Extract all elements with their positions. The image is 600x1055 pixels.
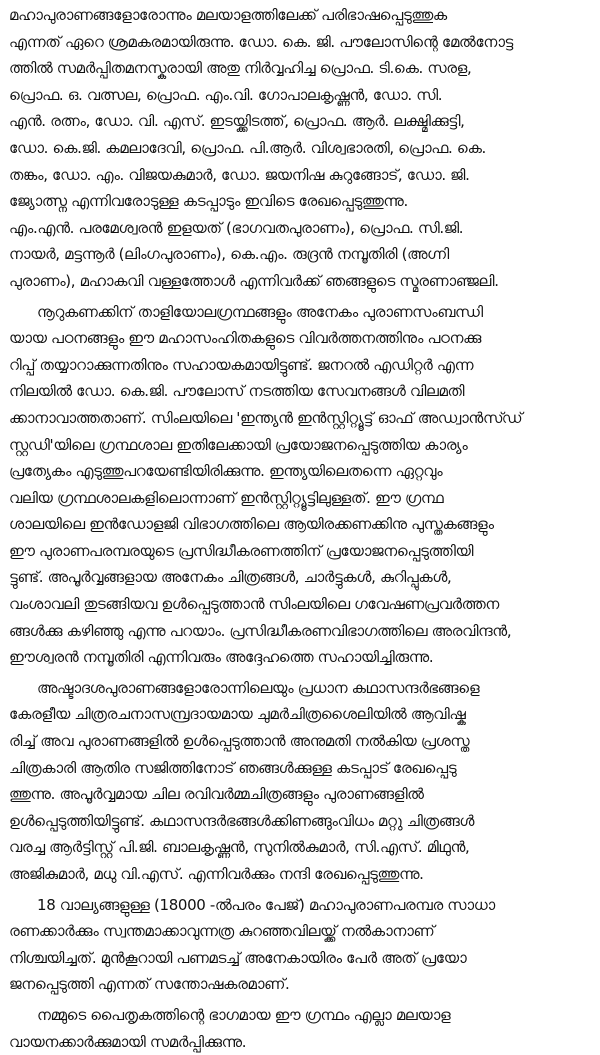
text-line: എൻ. രത്നം, ഡോ. വി. എസ്. ഇടയ്ക്കിടത്ത്, പ്രൊഫ. ആർ. ലക്ഷ്മിക്കുട്ടി,: [9, 112, 465, 131]
text-line: ചിത്രകാരി ആതിര സജിത്തിനോട് ഞങ്ങൾക്കുള്ള കടപ്പാട് രേഖപ്പെടു: [9, 758, 457, 777]
text-line: പ്രത്യേകം എടുത്തുപറയേണ്ടിയിരിക്കുന്നു. ഇന്ത്യയിലെതന്നെ ഏറ്റവും: [9, 462, 443, 481]
text-line: ക്കാനാവാത്തതാണ്. സിംലയിലെ 'ഇന്ത്യൻ ഇൻസ്റ്റിറ്റ്യൂട്ട് ഓഫ് അഡ്വാൻസ്ഡ്: [9, 408, 523, 427]
text-line: രണക്കാർക്കും സ്വന്തമാക്കാവുന്നത്ര കുറഞ്ഞവിലയ്ക്ക് നൽകാനാണ്: [9, 922, 435, 941]
text-line: അജികുമാർ, മധു വി.എസ്. എന്നിവർക്കും നന്ദി രേഖപ്പെടുത്തുന്നു.: [9, 865, 424, 883]
text-line: ത്തുന്നു. അപൂർവ്വമായ ചില രവിവർമ്മചിത്രങ്ങളും പുരാണങ്ങളിൽ: [9, 785, 424, 804]
paragraph-dedication: [9, 1002, 591, 1055]
text-line: ഈ പുരാണപരമ്പരയുടെ പ്രസിദ്ധീകരണത്തിന് പ്രയോജനപ്പെടുത്തിയി: [9, 541, 474, 560]
text-line: ത്തിൽ സമർപ്പിതമനസ്കരായി അതു നിർവ്വഹിച്ച പ്രൊഫ. ടി.കെ. സരള,: [9, 59, 472, 78]
text-line: യായ പഠനങ്ങളും ഈ മഹാസംഹിതകളുടെ വിവർത്തനത്തിനും പഠനക്കു: [9, 329, 482, 348]
text-line: റിപ്പ് തയ്യാറാക്കുന്നതിനും സഹായകമായിട്ടുണ്ട്. ജനറൽ എഡിറ്റർ എന്ന: [9, 355, 474, 374]
text-line: ഉൾപ്പെടുത്തിയിട്ടുണ്ട്. കഥാസന്ദർഭങ്ങൾക്കിണങ്ങുംവിധം മറ്റു ചിത്രങ്ങൾ: [9, 811, 475, 830]
paragraph-library: [9, 299, 591, 671]
text-line: പുരാണം), മഹാകവി വള്ളത്തോൾ എന്നിവർക്ക് ഞങ്ങളുടെ സ്മരണാഞ്ജലി.: [9, 271, 499, 290]
text-line: ഈശ്വരൻ നമ്പൂതിരി എന്നിവരും അദ്ദേഹത്തെ സഹായിച്ചിരുന്നു.: [9, 648, 434, 667]
text-line: സ്റ്റഡി'യിലെ ഗ്രന്ഥശാല ഇതിലേക്കായി പ്രയോജനപ്പെടുത്തിയ കാര്യം: [9, 435, 468, 454]
paragraph-illustrations: [9, 675, 591, 888]
text-line: നിലയിൽ ഡോ. കെ.ജി. പൗലോസ് നടത്തിയ സേവനങ്ങൾ വിലമതി: [9, 382, 465, 401]
text-line: 18 വാല്യങ്ങളുള്ള (18000 -ൽപരം പേജ്) മഹാപുരാണപരമ്പര സാധാ: [37, 895, 495, 914]
text-line: എം.എൻ. പരമേശ്വരൻ ഇളയത് (ഭാഗവതപുരാണം), പ്രൊഫ. സി.ജി.: [9, 218, 464, 237]
paragraph-volumes: [9, 892, 591, 998]
text-line: ജ്യോത്സ്ന എന്നിവരോടുള്ള കടപ്പാടും ഇവിടെ രേഖപ്പെടുത്തുന്നു.: [9, 192, 408, 211]
text-line: വായനക്കാർക്കുമായി സമർപ്പിക്കുന്നു.: [9, 1032, 247, 1051]
text-line: പ്രൊഫ. ഒ. വത്സല, പ്രൊഫ. എം.വി. ഗോപാലകൃഷ്ണൻ, ഡോ. സി.: [9, 85, 443, 104]
text-line: വരച്ച ആർട്ടിസ്റ്റ് പി.ജി. ബാലകൃഷ്ണൻ, സുനിൽകുമാർ, സി.എസ്. മിഥുൻ,: [9, 838, 470, 857]
text-line: എന്നത് ഏറെ ശ്രമകരമായിരുന്നു. ഡോ. കെ. ജി. പൗലോസിന്റെ മേൽനോട്ട: [9, 32, 514, 51]
text-line: വലിയ ഗ്രന്ഥശാലകളിലൊന്നാണ് ഇൻസ്റ്റിറ്റ്യൂട്ടിലുള്ളത്. ഈ ഗ്രന്ഥ: [9, 488, 444, 507]
text-line: വംശാവലി തുടങ്ങിയവ ഉൾപ്പെടുത്താൻ സിംലയിലെ ഗവേഷണപ്രവർത്തന: [9, 595, 499, 614]
text-line: അഷ്ടാദശപുരാണങ്ങളോരോന്നിലെയും പ്രധാന കഥാസന്ദർഭങ്ങളെ: [37, 678, 480, 697]
text-line: ശാലയിലെ ഇൻഡോളജി വിഭാഗത്തിലെ ആയിരക്കണക്കിനു പുസ്തകങ്ങളും: [9, 515, 494, 534]
text-line: നിശ്ചയിച്ചത്. മുൻകൂറായി പണമടച്ച് അനേകായിരം പേർ അത് പ്രയോ: [9, 948, 467, 967]
text-line: തങ്കം, ഡോ. എം. വിജയകുമാർ, ഡോ. ജയനിഷ കുറുങ്ങോട്, ഡോ. ജി.: [9, 165, 470, 184]
text-line: രിച്ച് അവ പുരാണങ്ങളിൽ ഉൾപ്പെടുത്താൻ അനുമതി നൽകിയ പ്രശസ്ത: [9, 732, 470, 751]
text-line: കേരളീയ ചിത്രരചനാസമ്പ്രദായമായ ചുമർചിത്രശൈലിയിൽ ആവിഷ്ക: [9, 705, 466, 724]
text-line: നമ്മുടെ പൈതൃകത്തിന്റെ ഭാഗമായ ഈ ഗ്രന്ഥം എല്ലാ മലയാള: [37, 1005, 451, 1024]
text-line: ങ്ങൾക്കു കഴിഞ്ഞു എന്നു പറയാം. പ്രസിദ്ധീകരണവിഭാഗത്തിലെ അരവിന്ദൻ,: [9, 621, 512, 640]
text-line: ട്ടുണ്ട്. അപൂർവ്വങ്ങളായ അനേകം ചിത്രങ്ങൾ, ചാർട്ടുകൾ, കുറിപ്പുകൾ,: [9, 568, 452, 587]
text-line: ഡോ. കെ.ജി. കമലാദേവി, പ്രൊഫ. പി.ആർ. വിശ്വഭാരതി, പ്രൊഫ. കെ.: [9, 138, 486, 157]
text-line: മഹാപുരാണങ്ങളോരോന്നും മലയാളത്തിലേക്ക് പരിഭാഷപ്പെടുത്തുക: [9, 6, 447, 24]
text-line: നായർ, മട്ടന്നൂർ (ലിംഗപുരാണം), കെ.എം. രുദ്രൻ നമ്പൂതിരി (അഗ്നി: [9, 245, 449, 264]
paragraph-translators: [9, 2, 591, 295]
text-line: ജനപ്പെടുത്തി എന്നത് സന്തോഷകരമാണ്.: [9, 975, 290, 994]
text-line: നൂറുകണക്കിന് താളിയോലഗ്രന്ഥങ്ങളും അനേകം പുരാണസംബന്ധി: [37, 302, 483, 321]
